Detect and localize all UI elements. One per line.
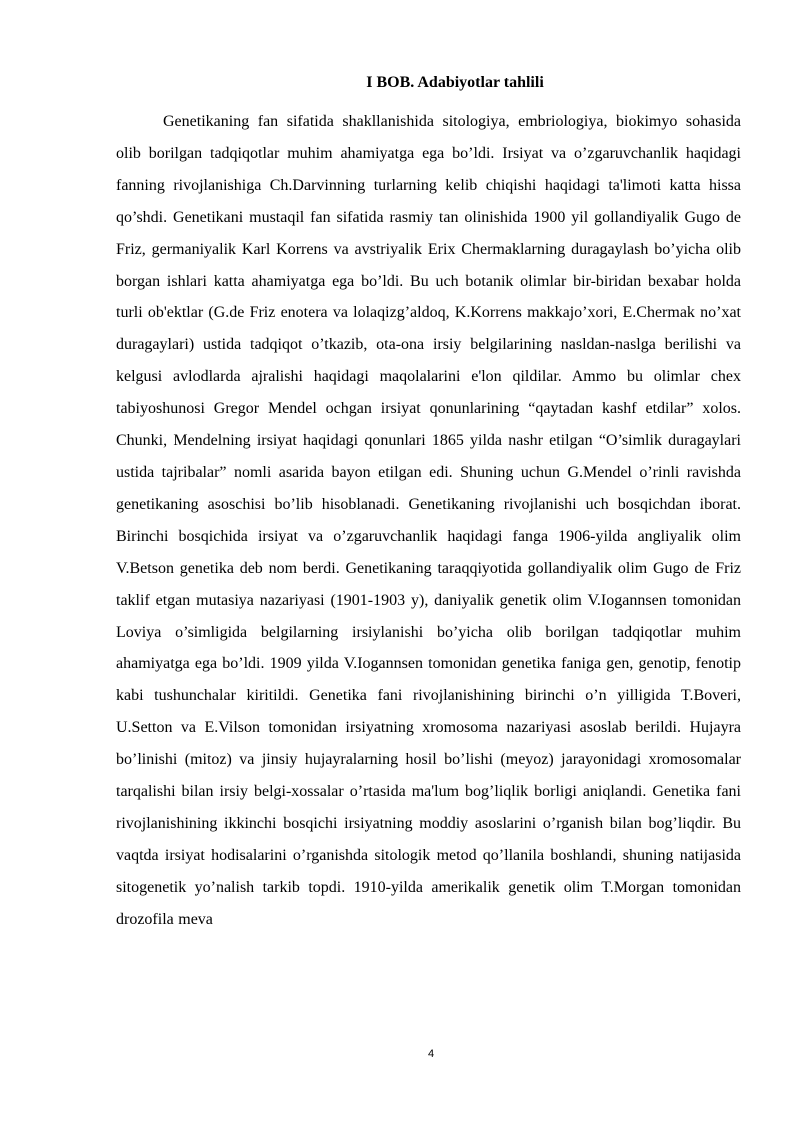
chapter-heading: I BOB. Adabiyotlar tahlili — [366, 74, 544, 91]
page-number: 4 — [427, 1048, 435, 1060]
body-paragraph: Genetikaning fan sifatida shakllanishida sitologiya, embriologiya, biokimyo sohasida olib borilgan tadqiqotlar muhim ahamiyatga ega bo’ldi. Irsiyat va o’zgaruvchanlik haqidagi fanning rivojlanishiga Ch.Darvinning turlarning kelib chiqishi haqidagi ta'limoti katta hissa qo’shdi. Genetikani mustaqil fan sifatida rasmiy tan olinishida 1900 yil gollandiyalik Gugo de Friz, germaniyalik Karl Korrens va avstriyalik Erix Chermaklarning duragaylash bo’yicha olib borgan ishlari katta ahamiyatga ega bo’ldi. Bu uch botanik olimlar bir-biridan bexabar holda turli ob'ektlar (G.de Friz enotera va lolaqizg’aldoq, K.Korrens makkajo’xori, E.Chermak no’xat duragaylari) ustida tadqiqot o’tkazib, ota-ona irsiy belgilarining nasldan-naslga berilishi va kelgusi avlodlarda ajralishi haqidagi maqolalarini e'lon qildilar. Ammo bu olimlar chex tabiyoshunosi Gregor Mendel ochgan irsiyat qonunlarining “qaytadan kashf etdilar” xolos. Chunki, Mendelning irsiyat haqidagi qonunlari 1865 yilda nashr etilgan “O’simlik duragaylari ustida tajribalar” nomli asarida bayon etilgan edi. Shuning uchun G.Mendel o’rinli ravishda genetikaning asoschisi bo’lib hisoblanadi. Genetikaning rivojlanishi uch bosqichdan iborat. Birinchi bosqichida irsiyat va o’zgaruvchanlik haqidagi fanga 1906-yilda angliyalik olim V.Betson genetika deb nom berdi. Genetikaning taraqqiyotida gollandiyalik olim Gugo de Friz taklif etgan mutasiya nazariyasi (1901-1903 y), daniyalik genetik olim V.Iogannsen tomonidan Loviya o’simligida belgilarning irsiylanishi bo’yicha olib borilgan tadqiqotlar muhim ahamiyatga ega bo’ldi. 1909 yilda V.Iogannsen tomonidan genetika faniga gen, genotip, fenotip kabi tushunchalar kiritildi. Genetika fani rivojlanishining birinchi o’n yilligida T.Boveri, U.Setton va E.Vilson tomonidan irsiyatning xromosoma nazariyasi asoslab berildi. Hujayra bo’linishi (mitoz) va jinsiy hujayralarning hosil bo’lishi (meyoz) jarayonidagi xromosomalar tarqalishi bilan irsiy belgi-xossalar o’rtasida ma'lum bog’liqlik borligi aniqlandi. Genetika fani rivojlanishining ikkinchi bosqichi irsiyatning moddiy asoslarini o’rganish bilan bog’liqdir. Bu vaqtda irsiyat hodisalarini o’rganishda sitologik metod qo’llanila boshlandi, shuning natijasida sitogenetik yo’nalish tarkib topdi. 1910-yilda amerikalik genetik olim T.Morgan tomonidan drozofila meva — [116, 113, 741, 928]
